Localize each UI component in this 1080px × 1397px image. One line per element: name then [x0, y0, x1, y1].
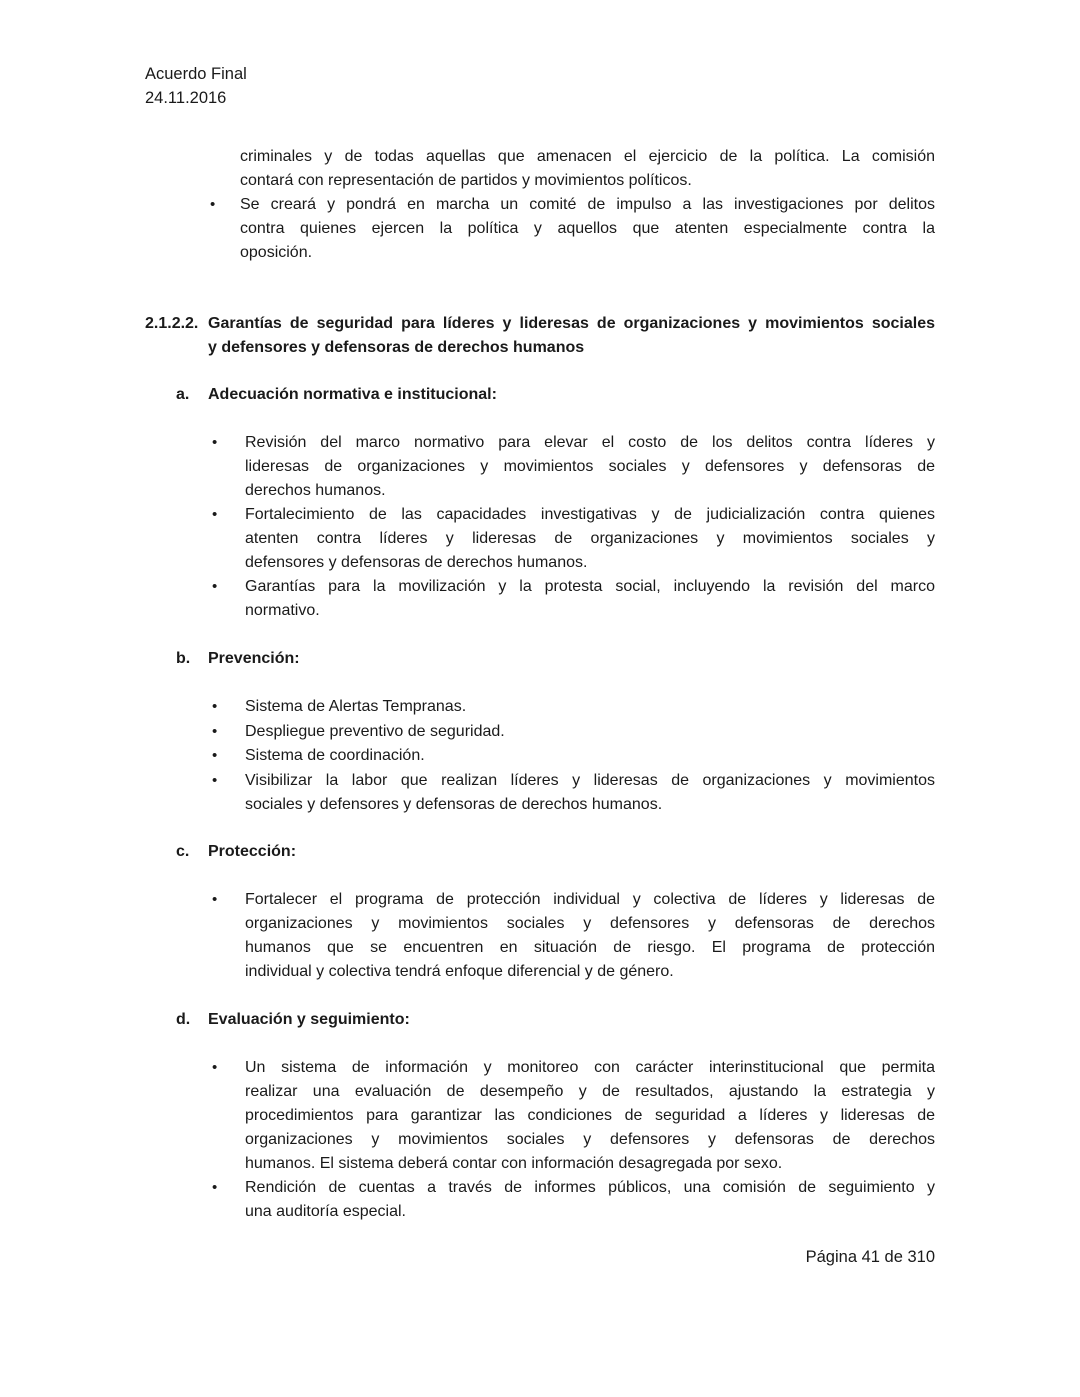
bullet-line: lideresas de organizaciones y movimientos sociales y defensores y defensoras de [245, 458, 935, 475]
bullet-line: Rendición de cuentas a través de informes públicos, una comisión de seguimiento y [245, 1179, 935, 1196]
bullet-line: derechos humanos. [245, 482, 386, 499]
bullet-line: Sistema de coordinación. [245, 747, 425, 764]
bullet-icon: • [212, 506, 218, 523]
bullet-icon: • [212, 578, 218, 595]
bullet-line: humanos. El sistema deberá contar con información desagregada por sexo. [245, 1155, 783, 1172]
bullet-line: Sistema de Alertas Tempranas. [245, 698, 467, 715]
document-header [145, 62, 247, 110]
bullet-icon: • [212, 891, 218, 908]
bullet-line: normativo. [245, 602, 320, 619]
section-number: 2.1.2.2. [145, 315, 199, 332]
bullet-icon: • [212, 698, 218, 715]
bullet-icon: • [212, 722, 218, 740]
subsection-title: Protección: [208, 843, 297, 860]
bullet-line: organizaciones y movimientos sociales y defensores y defensoras de derechos [245, 915, 935, 932]
bullet-line: Fortalecer el programa de protección individual y colectiva de líderes y lideresas de [245, 891, 935, 908]
section-title-line: Garantías de seguridad para líderes y lideresas de organizaciones y movimientos sociales [208, 315, 935, 332]
bullet-line: procedimientos para garantizar las condiciones de seguridad a líderes y lideresas de [245, 1107, 935, 1124]
bullet-line: Un sistema de información y monitoreo con carácter interinstitucional que permita [245, 1059, 935, 1076]
header-title: Acuerdo Final [145, 65, 247, 83]
bullet-line: organizaciones y movimientos sociales y defensores y defensoras de derechos [245, 1131, 935, 1148]
bullet-line: Fortalecimiento de las capacidades investigativas y de judicialización contra quienes [245, 506, 935, 523]
subsection-letter: d. [176, 1011, 191, 1028]
bullet-line: Visibilizar la labor que realizan líderes y lideresas de organizaciones y movimientos [245, 771, 935, 789]
subsection-title: Adecuación normativa e institucional: [208, 386, 497, 403]
bullet-line: humanos que se encuentren en situación de riesgo. El programa de protección [245, 939, 935, 956]
subsection-title: Prevención: [208, 650, 300, 667]
section-title-line: y defensores y defensoras de derechos humanos [208, 339, 585, 356]
header-date: 24.11.2016 [145, 89, 227, 107]
bullet-icon: • [212, 771, 218, 789]
bullet-line: contra quienes ejercen la política y aquellos que atenten especialmente contra la [240, 220, 935, 237]
bullet-icon: • [212, 434, 218, 451]
subsection-letter: b. [176, 650, 191, 667]
bullet-icon: • [212, 1179, 218, 1196]
subsection-letter: a. [176, 386, 190, 403]
page-number: Página 41 de 310 [805, 1248, 935, 1266]
subsection-title: Evaluación y seguimiento: [208, 1011, 410, 1028]
bullet-line: sociales y defensores y defensoras de derechos humanos. [245, 795, 663, 813]
bullet-icon: • [210, 196, 216, 213]
bullet-line: realizar una evaluación de desempeño y de resultados, ajustando la estrategia y [245, 1083, 935, 1100]
subsection-letter: c. [176, 843, 190, 860]
bullet-line: atenten contra líderes y lideresas de organizaciones y movimientos sociales y [245, 530, 935, 547]
paragraph-line: contará con representación de partidos y movimientos políticos. [240, 172, 692, 189]
bullet-line: Garantías para la movilización y la protesta social, incluyendo la revisión del marco [245, 578, 935, 595]
bullet-line: Se creará y pondrá en marcha un comité de impulso a las investigaciones por delitos [240, 196, 935, 213]
bullet-line: individual y colectiva tendrá enfoque diferencial y de género. [245, 963, 674, 980]
bullet-line: oposición. [240, 244, 313, 261]
bullet-icon: • [212, 1059, 218, 1076]
bullet-line: Despliegue preventivo de seguridad. [245, 722, 505, 740]
bullet-line: una auditoría especial. [245, 1203, 406, 1220]
bullet-line: Revisión del marco normativo para elevar el costo de los delitos contra líderes y [245, 434, 935, 451]
bullet-icon: • [212, 747, 218, 764]
paragraph-line: criminales y de todas aquellas que amenacen el ejercicio de la política. La comisión [240, 148, 935, 165]
bullet-line: defensores y defensoras de derechos humanos. [245, 554, 588, 571]
